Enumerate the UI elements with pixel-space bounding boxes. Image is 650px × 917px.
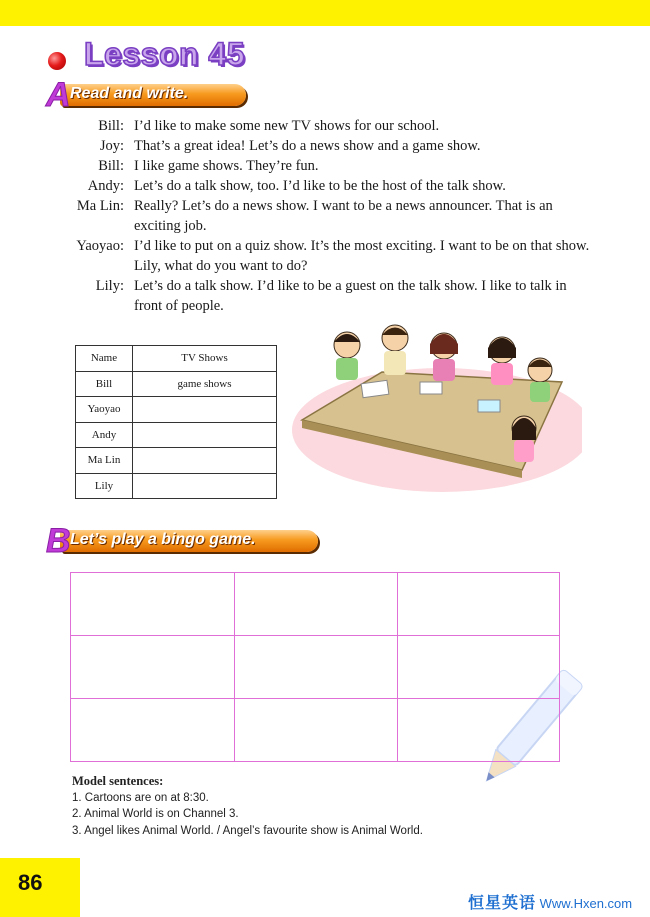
dialog-text: Let’s do a talk show, too. I’d like to be the host of the talk show. <box>134 178 506 194</box>
table-row <box>76 473 277 499</box>
speaker-name: Lily: <box>95 278 124 294</box>
section-b-heading-bar <box>60 530 318 552</box>
table-cell-show[interactable] <box>133 448 277 474</box>
table-cell-name: Bill <box>76 371 133 397</box>
watermark-url: Www.Hxen.com <box>539 896 633 911</box>
dialog-text: I’d like to make some new TV shows for our school. <box>134 118 440 134</box>
watermark-cn: 恒星英语 <box>468 895 537 912</box>
speaker-name: Bill: <box>98 158 124 174</box>
model-sentence: 2. Animal World is on Channel 3. <box>72 808 239 820</box>
speaker-name: Andy: <box>87 178 124 194</box>
section-b-letter: B <box>46 522 71 560</box>
dialog-line <box>60 176 590 196</box>
table-cell-show[interactable] <box>133 397 277 423</box>
dialog-text: I’d like to put on a quiz show. It’s the most exciting. I want to be on that show. Lily, what do you want to do? <box>134 238 590 274</box>
table-cell-show[interactable] <box>133 422 277 448</box>
dialog-line <box>60 236 590 276</box>
section-b-heading: Let’s play a bingo game. <box>70 531 256 548</box>
bingo-cell[interactable] <box>397 635 560 699</box>
model-sentences-title: Model sentences: <box>72 774 164 788</box>
dialog-text: Let’s do a talk show. I’d like to be a guest on the talk show. I like to talk in front of people. <box>134 278 567 314</box>
bingo-cell[interactable] <box>70 635 235 699</box>
top-yellow-band <box>0 0 650 26</box>
section-a-heading-bar <box>60 84 246 106</box>
dialog-line <box>60 276 590 316</box>
bingo-cell[interactable] <box>397 698 560 762</box>
table-row <box>76 448 277 474</box>
section-a-heading: Read and write. <box>70 85 189 102</box>
bingo-cell[interactable] <box>70 572 235 636</box>
page-number-box <box>0 858 80 917</box>
dialog-text: I like game shows. They’re fun. <box>134 158 319 174</box>
bingo-cell[interactable] <box>234 572 398 636</box>
bingo-cell[interactable] <box>234 698 398 762</box>
page-number: 86 <box>18 870 43 895</box>
table-header-name: Name <box>76 346 133 372</box>
speaker-name: Bill: <box>98 118 124 134</box>
dialog-line <box>60 116 590 136</box>
section-a-letter: A <box>46 76 71 114</box>
speaker-name: Yaoyao: <box>76 238 124 254</box>
table-cell-name: Ma Lin <box>76 448 133 474</box>
dialog-line <box>60 196 590 236</box>
dialog <box>60 116 590 316</box>
table-cell-show[interactable]: game shows <box>133 371 277 397</box>
table-row <box>76 422 277 448</box>
table-cell-name: Lily <box>76 473 133 499</box>
students-meeting-illustration <box>292 320 582 500</box>
bingo-cell[interactable] <box>70 698 235 762</box>
model-sentence: 1. Cartoons are on at 8:30. <box>72 791 209 804</box>
tv-shows-table <box>75 345 277 499</box>
watermark <box>468 890 632 913</box>
model-sentence: 3. Angel likes Animal World. / Angel’s favourite show is Animal World. <box>72 824 423 837</box>
bingo-cell[interactable] <box>397 572 560 636</box>
table-header-shows: TV Shows <box>133 346 277 372</box>
table-row <box>76 371 277 397</box>
model-sentences <box>72 773 423 839</box>
table-header-row <box>76 346 277 372</box>
table-cell-show[interactable] <box>133 473 277 499</box>
speaker-name: Ma Lin: <box>76 198 124 214</box>
dialog-text: Really? Let’s do a news show. I want to be a news announcer. That is an exciting job. <box>134 198 553 234</box>
speaker-name: Joy: <box>99 138 124 154</box>
red-bullet-icon <box>48 52 66 70</box>
bingo-cell[interactable] <box>234 635 398 699</box>
table-cell-name: Andy <box>76 422 133 448</box>
lesson-title: Lesson 45 <box>84 36 246 72</box>
dialog-text: That’s a great idea! Let’s do a news show and a game show. <box>134 138 481 154</box>
table-row <box>76 397 277 423</box>
bingo-grid <box>70 572 560 762</box>
dialog-line <box>60 136 590 156</box>
dialog-line <box>60 156 590 176</box>
table-cell-name: Yaoyao <box>76 397 133 423</box>
